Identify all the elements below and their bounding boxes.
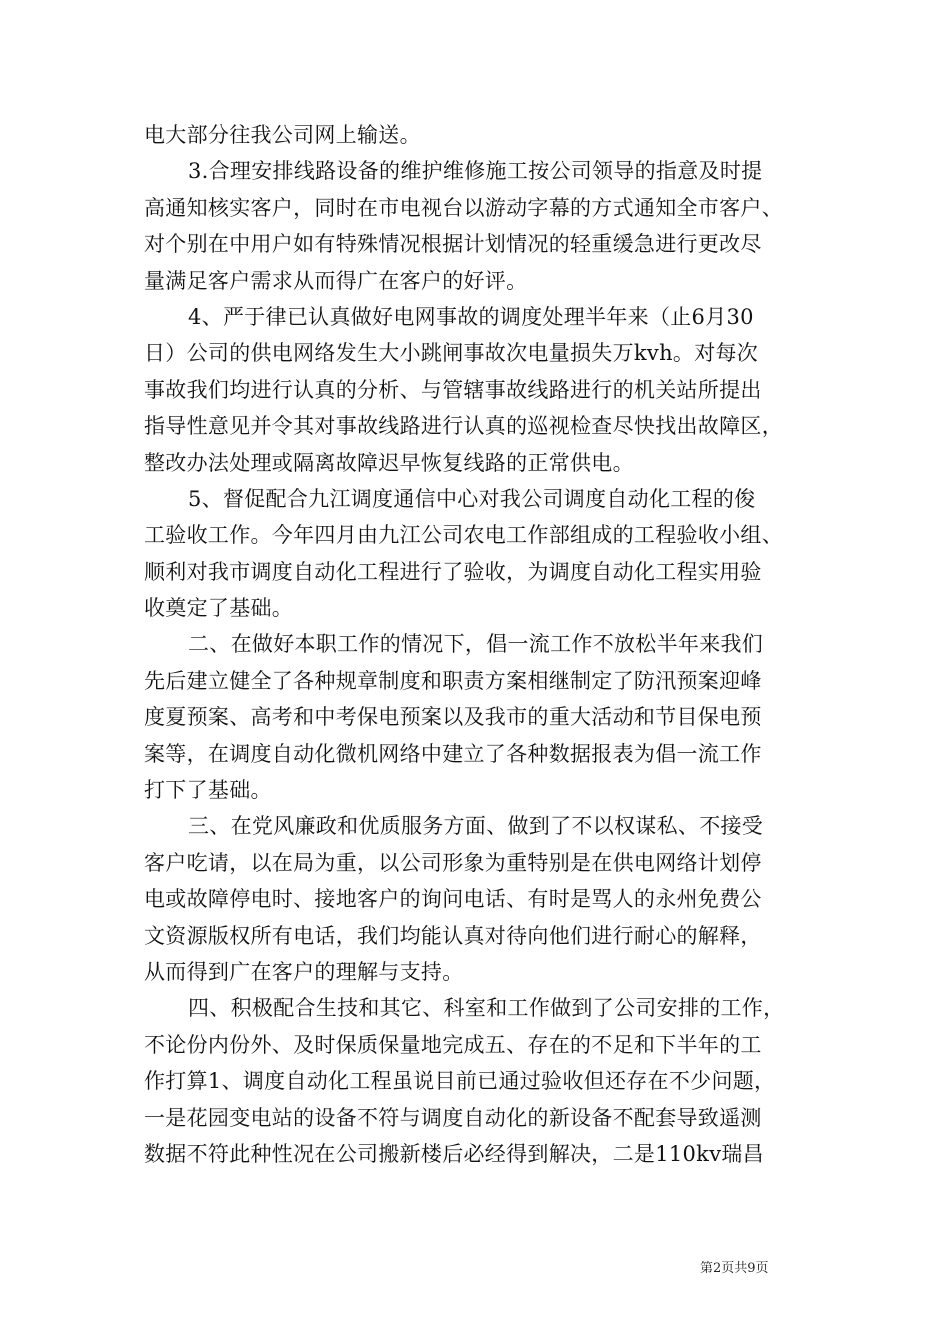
text-line: 案等，在调度自动化微机网络中建立了各种数据报表为倡一流工作 [144, 741, 762, 766]
text-line: 事故我们均进行认真的分析、与管辖事故线路进行的机关站所提出 [144, 377, 762, 402]
text-line: 度夏预案、高考和中考保电预案以及我市的重大活动和节目保电预 [144, 705, 762, 730]
text-line: 先后建立健全了各种规章制度和职责方案相继制定了防汛预案迎峰 [144, 668, 762, 693]
text-line: 收奠定了基础。 [144, 596, 294, 621]
text-line: 从而得到广在客户的理解与支持。 [144, 959, 464, 984]
document-body [144, 117, 824, 1172]
text-line: 电或故障停电时、接地客户的询问电话、有时是骂人的永州免费公 [144, 887, 762, 912]
text-line: 客户吃请，以在局为重，以公司形象为重特别是在供电网络计划停 [144, 850, 762, 875]
text-line: 电大部分往我公司网上输送。 [144, 123, 421, 147]
text-line: 一是花园变电站的设备不符与调度自动化的新设备不配套导致遥测 [144, 1105, 762, 1130]
page-number-footer: 第2页共9页 [700, 1261, 769, 1276]
text-line: 4、严于律已认真做好电网事故的调度处理半年来（止6月30 [188, 304, 754, 329]
text-line: 三、在党风廉政和优质服务方面、做到了不以权谋私、不接受 [188, 814, 764, 839]
text-line: 量满足客户需求从而得广在客户的好评。 [144, 268, 528, 293]
text-line: 整改办法处理或隔离故障迟早恢复线路的正常供电。 [144, 450, 634, 475]
text-line: 高通知核实客户，同时在市电视台以游动字幕的方式通知全市客户、 [144, 195, 783, 220]
text-line: 工验收工作。今年四月由九江公司农电工作部组成的工程验收小组、 [144, 523, 783, 548]
text-line: 5、督促配合九江调度通信中心对我公司调度自动化工程的俊 [188, 486, 756, 511]
text-line: 文资源版权所有电话，我们均能认真对待向他们进行耐心的解释， [144, 923, 762, 948]
text-line: 打下了基础。 [144, 778, 272, 803]
text-line: 作打算1、调度自动化工程虽说目前已通过验收但还存在不少问题， [144, 1069, 776, 1094]
text-line: 日）公司的供电网络发生大小跳闸事故次电量损失万kvh。对每次 [144, 341, 759, 366]
text-line: 数据不符此种性况在公司搬新楼后必经得到解决，二是110kv瑞昌 [144, 1141, 764, 1166]
text-line: 顺利对我市调度自动化工程进行了验收，为调度自动化工程实用验 [144, 559, 762, 584]
text-line: 四、积极配合生技和其它、科室和工作做到了公司安排的工作， [188, 996, 785, 1021]
text-line: 二、在做好本职工作的情况下，倡一流工作不放松半年来我们 [188, 632, 764, 657]
text-line: 对个别在中用户如有特殊情况根据计划情况的轻重缓急进行更改尽 [144, 232, 762, 257]
text-line: 3.合理安排线路设备的维护维修施工按公司领导的指意及时提 [188, 159, 763, 184]
text-line: 指导性意见并令其对事故线路进行认真的巡视检查尽快找出故障区， [144, 414, 783, 439]
text-line: 不论份内份外、及时保质保量地完成五、存在的不足和下半年的工 [144, 1032, 762, 1057]
